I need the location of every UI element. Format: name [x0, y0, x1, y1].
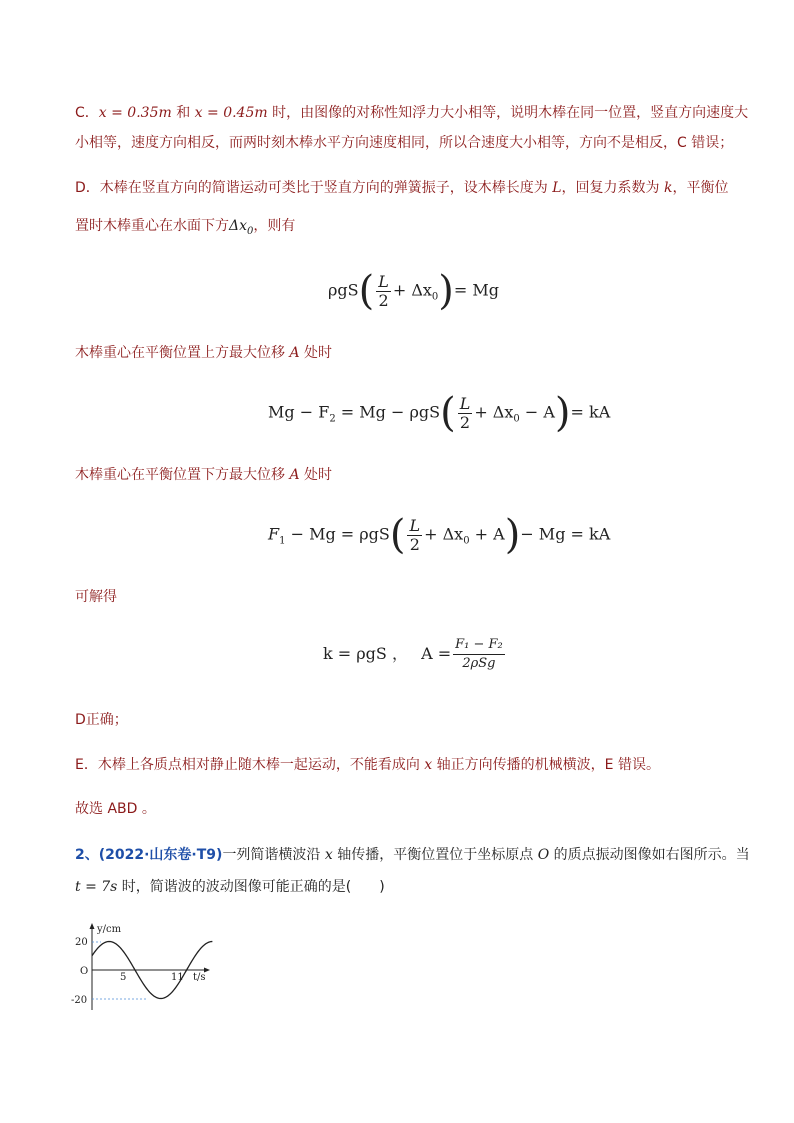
f3-right: − Mg = kA: [520, 524, 611, 544]
y-tick-20: 20: [75, 937, 88, 948]
f3-in-sub: 0: [463, 535, 470, 547]
answer-text: 故选 ABD 。: [75, 801, 156, 817]
option-e-text: E．木棒上各质点相对静止随木棒一起运动，不能看成向: [75, 757, 425, 773]
frac-den: 2ρSg: [462, 656, 496, 671]
position-x2: x = 0.45m: [194, 105, 268, 121]
below-end: 处时: [299, 467, 333, 483]
f3-in-end: + A: [469, 524, 505, 544]
f2-in-sub: 0: [513, 413, 520, 425]
formula-above: [268, 390, 610, 436]
f3-sub: 1: [279, 535, 286, 547]
fraction: [453, 636, 505, 673]
f1-plus: + Δx: [392, 280, 432, 300]
fraction: [458, 395, 473, 432]
option-d-text-b: ，回复力系数为: [561, 180, 664, 196]
f2-right: = kA: [570, 402, 611, 422]
question-2-line-1: [75, 846, 750, 864]
option-c-line-2: [75, 134, 733, 152]
paren-open: (: [389, 512, 406, 558]
conjunction: 和: [171, 105, 195, 121]
vibration-graph: [65, 920, 215, 1015]
solve-text: 可解得: [75, 589, 117, 605]
option-d-line-2: [75, 217, 295, 241]
formula-solution: [323, 636, 507, 673]
answer-line: [75, 800, 156, 818]
position-x1: x = 0.35m: [98, 105, 172, 121]
frac-den: 2: [459, 412, 471, 432]
var-L: L: [552, 180, 562, 196]
f3-mid: − Mg = ρgS: [285, 524, 390, 544]
option-c-text: 时，由图像的对称性知浮力大小相等，说明木棒在同一位置，竖直方向速度大: [267, 105, 749, 121]
frac-num: L: [409, 515, 421, 535]
var-dx: Δx: [229, 218, 248, 234]
f2-in: + Δx: [474, 402, 514, 422]
above-text: 木棒重心在平衡位置上方最大位移: [75, 345, 290, 361]
f3-in: + Δx: [424, 524, 464, 544]
frac-num: L: [378, 271, 389, 291]
f2-in-end: − A: [519, 402, 555, 422]
fraction: [407, 517, 422, 554]
t-axis-label: t/s: [193, 972, 206, 983]
f4-k: k = ρgS ，: [323, 644, 408, 663]
above-text-line: [75, 344, 332, 362]
paren-open: (: [440, 390, 456, 436]
t-tick-11: 11: [171, 972, 184, 983]
option-d-text-c: ，平衡位: [672, 180, 729, 196]
q2-text-b: 轴传播，平衡位置位于坐标原点: [332, 847, 538, 863]
var-dx-sub: 0: [247, 225, 254, 237]
var-A: A: [289, 345, 300, 361]
option-d-line-1: [75, 179, 728, 197]
y-tick-neg20: -20: [71, 995, 88, 1006]
d-correct-line: [75, 711, 128, 729]
f4-A: A =: [421, 644, 452, 663]
option-d-text-2b: ，则有: [253, 218, 296, 234]
fraction: [376, 273, 391, 310]
option-e-text-b: 轴正方向传播的机械横波，E 错误。: [432, 757, 660, 773]
question-number: 2、(2022·山东卷·T9): [75, 847, 223, 863]
f2-sub: 2: [329, 413, 336, 425]
below-text-line: [75, 466, 332, 484]
option-c-line-1: [75, 104, 748, 122]
below-text: 木棒重心在平衡位置下方最大位移: [75, 467, 290, 483]
f3-left: F: [268, 524, 280, 544]
option-d-text-2: 置时木棒重心在水面下方: [75, 218, 229, 234]
above-end: 处时: [299, 345, 333, 361]
option-d-text: D．木棒在竖直方向的简谐运动可类比于竖直方向的弹簧振子，设木棒长度为: [75, 180, 553, 196]
t-tick-5: 5: [120, 972, 127, 983]
paren-close: ): [438, 268, 454, 314]
paren-close: ): [554, 390, 571, 436]
paren-open: (: [358, 268, 375, 314]
var-A: A: [289, 467, 300, 483]
frac-den: 2: [409, 534, 420, 554]
option-c-text-2: 小相等，速度方向相反，而两时刻木棒水平方向速度相同，所以合速度大小相等，方向不是相反，C 错误；: [75, 135, 734, 151]
var-x: x: [324, 847, 333, 863]
f1-sub: 0: [431, 291, 439, 303]
question-2-line-2: [75, 878, 385, 896]
q2-text-c: 的质点振动图像如右图所示。当: [549, 847, 750, 863]
y-axis-arrow: [90, 923, 95, 929]
f2-mid: = Mg − ρgS: [335, 402, 441, 422]
formula-below: [268, 512, 610, 558]
var-O: O: [537, 847, 550, 863]
time-value: t = 7s: [75, 879, 118, 895]
option-e-line: [75, 756, 660, 774]
frac-num: F₁ − F₂: [453, 636, 505, 655]
f2-left: Mg − F: [268, 402, 330, 422]
y-axis-label: y/cm: [97, 924, 122, 935]
q2-text-d: 时，简谐波的波动图像可能正确的是( ): [117, 879, 385, 895]
paren-close: ): [504, 512, 521, 558]
frac-num: L: [459, 393, 471, 413]
q2-text-a: 一列简谐横波沿: [222, 847, 325, 863]
solve-line: [75, 588, 117, 606]
d-correct-text: D正确；: [75, 712, 128, 728]
option-c-prefix: C．: [75, 105, 99, 121]
frac-den: 2: [378, 290, 389, 310]
f1-left: ρgS: [328, 280, 359, 300]
formula-equilibrium: [328, 268, 499, 314]
var-x: x: [424, 757, 433, 773]
f1-right: = Mg: [453, 280, 500, 300]
var-k: k: [663, 180, 673, 196]
origin-label: O: [80, 966, 89, 977]
